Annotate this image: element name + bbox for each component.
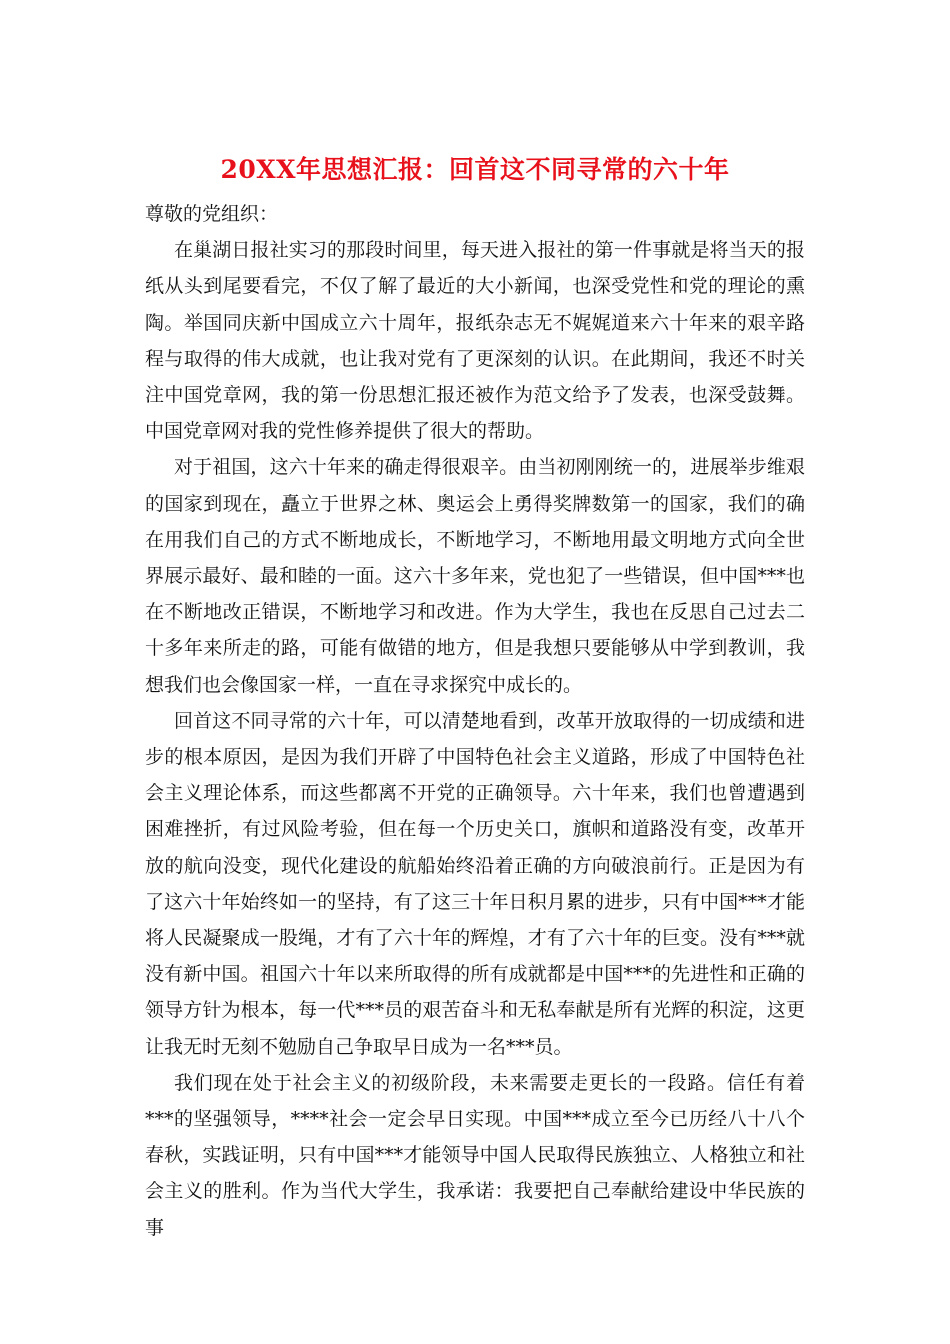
document-title: 20XX年思想汇报：回首这不同寻常的六十年 [220, 155, 730, 184]
paragraph-3: 回首这不同寻常的六十年，可以清楚地看到，改革开放取得的一切成绩和进步的根本原因，是因为我们开辟了中国特色社会主义道路，形成了中国特色社会主义理论体系，而这些都离不开党的正确领导。六十年来，我们也曾遭遇到困难挫折，有过风险考验，但在每一个历史关口，旗帜和道路没有变，改革开放的航向没变，现代化建设的航船始终沿着正确的方向破浪前行。正是因为有了这六十年始终如一的坚持，有了这三十年日积月累的进步，只有中国***才能将人民凝聚成一股绳，才有了六十年的辉煌，才有了六十年的巨变。没有***就没有新中国。祖国六十年以来所取得的所有成就都是中国***的先进性和正确的领导方针为根本，每一代***员的艰苦奋斗和无私奉献是所有光辉的积淀，这更让我无时无刻不勉励自己争取早日成为一名***员。 [145, 709, 805, 1058]
paragraph-2: 对于祖国，这六十年来的确走得很艰辛。由当初刚刚统一的，进展举步维艰的国家到现在，矗立于世界之林、奥运会上勇得奖牌数第一的国家，我们的确在用我们自己的方式不断地成长，不断地学习，不断地用最文明地方式向全世界展示最好、最和睦的一面。这六十多年来，党也犯了一些错误，但中国***也在不断地改正错误，不断地学习和改进。作为大学生，我也在反思自己过去二十多年来所走的路，可能有做错的地方，但是我想只要能够从中学到教训，我想我们也会像国家一样，一直在寻求探究中成长的。 [145, 456, 805, 696]
document-body [145, 196, 805, 1246]
paragraph-4: 我们现在处于社会主义的初级阶段，未来需要走更长的一段路。信任有着***的坚强领导，****社会一定会早日实现。中国***成立至今已历经八十八个春秋，实践证明，只有中国***才能领导中国人民取得民族独立、人格独立和社会主义的胜利。作为当代大学生，我承诺：我要把自己奉献给建设中华民族的事 [145, 1071, 805, 1239]
paragraph-1: 在巢湖日报社实习的那段时间里，每天进入报社的第一件事就是将当天的报纸从头到尾要看完，不仅了解了最近的大小新闻，也深受党性和党的理论的熏陶。举国同庆新中国成立六十周年，报纸杂志无不娓娓道来六十年来的艰辛路程与取得的伟大成就，也让我对党有了更深刻的认识。在此期间，我还不时关注中国党章网，我的第一份思想汇报还被作为范文给予了发表，也深受鼓舞。中国党章网对我的党性修养提供了很大的帮助。 [145, 239, 805, 443]
salutation: 尊敬的党组织： [145, 203, 279, 225]
